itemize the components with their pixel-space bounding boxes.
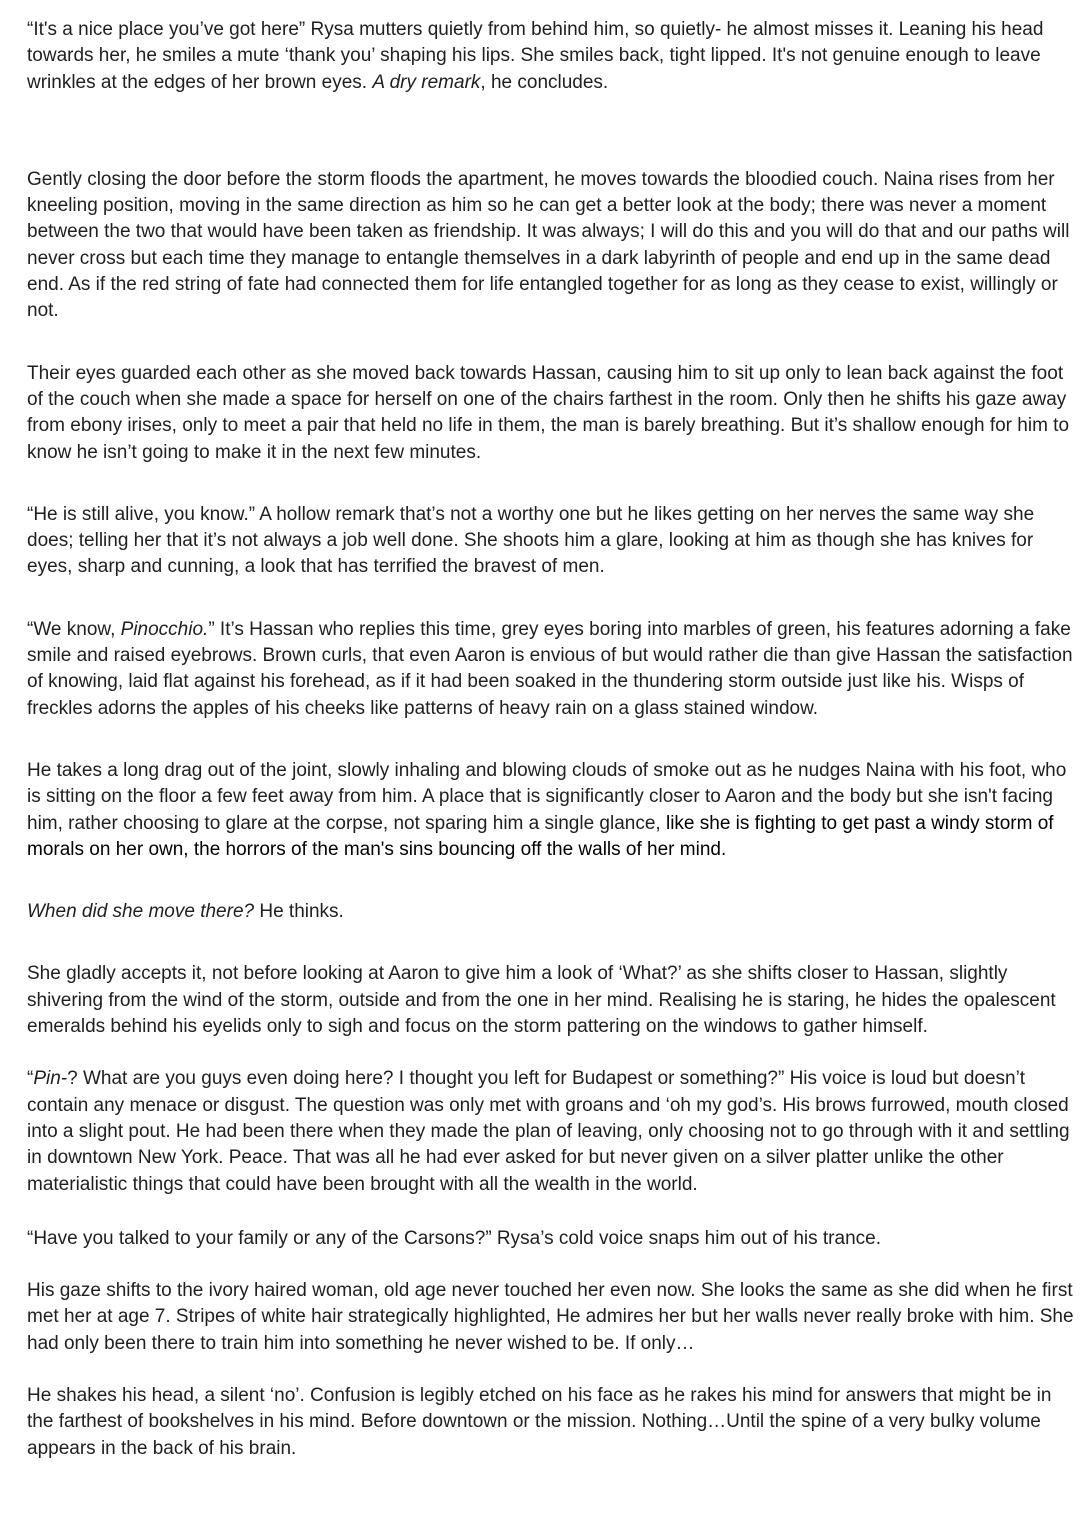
text-segment: “It's a nice place you’ve got here” Rysa mutters quietly from behind him, so quietly- he almost misses it. Leaning his head towards her, he smiles a mute ‘thank you’ shaping his lips. She smiles back, tight lipped. It's not genuine enough to leave wrinkles at the edges of her brown eyes.	[27, 19, 1044, 93]
paragraph-gladly-accepts	[27, 961, 1077, 1040]
document-body	[27, 17, 1077, 1462]
paragraph-closing-door	[27, 167, 1077, 325]
paragraph-pinocchio	[27, 617, 1077, 722]
text-segment: Gently closing the door before the storm floods the apartment, he moves towards the bloodied couch. Naina rises from her kneeling position, moving in the same direction as him so he can get a better look at the body; there was never a moment between the two that would have been taken as friendship. It was always; I will do this and you will do that and our paths will never cross but each time they manage to entangle themselves in a dark labyrinth of people and end up in the same dead end. As if the red string of fate had connected them for life entangled together for as long as they cease to exist, willingly or not.	[27, 168, 1070, 322]
paragraph-spacer	[27, 863, 1077, 899]
paragraph-spacer	[27, 581, 1077, 617]
paragraph-spacer	[27, 1357, 1077, 1383]
paragraph-spacer	[27, 1252, 1077, 1278]
text-segment: “	[27, 1068, 34, 1090]
text-segment: ” It’s Hassan who replies this time, grey eyes boring into marbles of green, his features adorning a fake smile and raised eyebrows. Brown curls, that even Aaron is envious of but would rather die than give Hassan the satisfaction of knowing, laid flat against his forehead, as if it had been soaked in the thundering storm outside just like his. Wisps of freckles adorns the apples of his cheeks like patterns of heavy rain on a glass stained window.	[27, 618, 1073, 719]
paragraph-spacer	[27, 1198, 1077, 1226]
text-segment: He thinks.	[254, 901, 344, 923]
paragraph-spacer	[27, 325, 1077, 361]
paragraph-rysa-remark	[27, 17, 1077, 96]
text-segment-dark: like she is fighting to get past a windy storm of morals on her own, the horrors of the man's sins bouncing off the walls of her mind.	[27, 812, 1054, 860]
italic-segment: Pin-	[33, 1068, 68, 1090]
paragraph-spacer	[27, 1040, 1077, 1066]
paragraph-spacer	[27, 722, 1077, 758]
italic-segment: A dry remark	[372, 71, 481, 93]
paragraph-eyes-guarded	[27, 361, 1077, 466]
text-segment: “Have you talked to your family or any of the Carsons?” Rysa’s cold voice snaps him out of his trance.	[27, 1227, 881, 1249]
italic-segment: Pinocchio.	[120, 618, 209, 640]
text-segment: She gladly accepts it, not before looking at Aaron to give him a look of ‘What?’ as she shifts closer to Hassan, slightly shivering from the wind of the storm, outside and from the one in her mind. Realising he is staring, he hides the opalescent emeralds behind his eyelids only to sigh and focus on the storm pattering on the windows to gather himself.	[27, 963, 1056, 1038]
paragraph-spacer	[27, 466, 1077, 502]
paragraph-ivory-haired	[27, 1278, 1077, 1357]
paragraph-spacer	[27, 925, 1077, 961]
text-segment: “We know,	[27, 618, 121, 640]
text-segment: His gaze shifts to the ivory haired woman, old age never touched her even now. She looks the same as she did when he first met her at age 7. Stripes of white hair strategically highlighted, He admires her but her walls never really broke with him. She had only been there to train him into something he never wished to be. If only…	[27, 1280, 1074, 1354]
text-segment: ? What are you guys even doing here? I thought you left for Budapest or something?” His voice is loud but doesn’t contain any menace or disgust. The question was only met with groans and ‘oh my god’s. His brows furrowed, mouth closed into a slight pout. He had been there when they made the plan of leaving, only choosing not to go through with it and settling in downtown New York. Peace. That was all he had ever asked for but never given on a silver platter unlike the other materialistic things that could have been brought with all the wealth in the world.	[27, 1068, 1070, 1195]
text-segment: He shakes his head, a silent ‘no’. Confusion is legibly etched on his face as he rakes his mind for answers that might be in the farthest of bookshelves in his mind. Before downtown or the mission. Nothing…Until the spine of a very bulky volume appears in the back of his brain.	[27, 1384, 1052, 1459]
paragraph-long-drag	[27, 758, 1077, 863]
paragraph-pin-question	[27, 1066, 1077, 1197]
text-segment: , he concludes.	[480, 71, 609, 93]
text-segment: “He is still alive, you know.” A hollow remark that’s not a worthy one but he likes getting on her nerves the same way she does; telling her that it’s not always a job well done. She shoots him a glare, looking at him as though she has knives for eyes, sharp and cunning, a look that has terrified the bravest of men.	[27, 503, 1035, 578]
paragraph-carsons	[27, 1226, 1077, 1252]
paragraph-still-alive	[27, 502, 1077, 581]
paragraph-spacer	[27, 96, 1077, 167]
paragraph-when-did-she	[27, 899, 1077, 925]
text-segment: Their eyes guarded each other as she moved back towards Hassan, causing him to sit up only to lean back against the foot of the couch when she made a space for herself on one of the chairs farthest in the room. Only then he shifts his gaze away from ebony irises, only to meet a pair that held no life in them, the man is barely breathing. But it’s shallow enough for him to know he isn’t going to make it in the next few minutes.	[27, 362, 1070, 463]
italic-segment: When did she move there?	[27, 901, 255, 923]
text-segment: He takes a long drag out of the joint, slowly inhaling and blowing clouds of smoke out as he nudges Naina with his foot, who is sitting on the floor a few feet away from him. A place that is significantly closer to Aaron and the body but she isn't facing him, rather choosing to glare at the corpse, not sparing him a single glance,	[27, 759, 1067, 834]
paragraph-shakes-head	[27, 1383, 1077, 1462]
